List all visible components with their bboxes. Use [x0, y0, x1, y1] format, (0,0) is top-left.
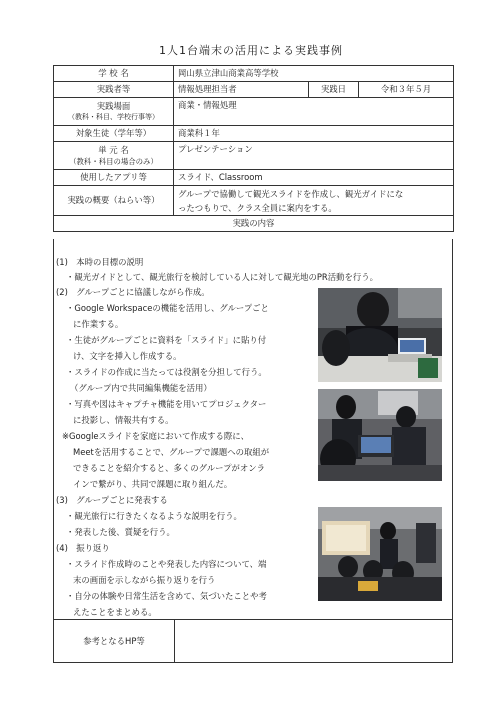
overview-value-line-2: ったつもりで、クラス全員に案内をする。: [178, 202, 337, 213]
practitioner-value: 情報処理担当者: [174, 82, 309, 98]
content-line: け、文字を挿入し作成する。: [73, 351, 182, 361]
content-line: （グループ内で共同編集機能を活用）: [70, 383, 212, 393]
overview-value-cell: [174, 186, 454, 216]
apps-value: スライド、Classroom: [174, 170, 454, 186]
content-line: ・自分の体験や日常生活を含めて、気づいたことや考: [66, 591, 267, 601]
classroom-photo-presentation: [318, 507, 442, 601]
content-line: ・Google Workspaceの機能を活用し、グループごと: [66, 303, 269, 313]
content-line: に作業する。: [73, 319, 124, 329]
content-note-line: ※Googleスライドを家庭において作成する際に、: [62, 431, 250, 441]
reference-row: [53, 619, 453, 663]
content-line: ・観光ガイドとして、観光旅行を検討している人に対して観光地のPR活動を行う。: [66, 272, 378, 282]
content-line: ・スライドの作成に当たっては役割を分担して行う。: [66, 367, 267, 377]
unit-value: プレゼンテーション: [174, 142, 454, 170]
content-line: に投影し、情報共有する。: [73, 415, 174, 425]
classroom-photo-laptop-work: [318, 288, 442, 382]
content-header: 実践の内容: [54, 216, 454, 232]
overview-label: 実践の概要（ねらい等）: [54, 186, 174, 216]
school-label: 学 校 名: [54, 66, 174, 82]
content-line: ・スライド作成時のことや発表した内容について、端: [66, 559, 267, 569]
content-note-line: Meetを活用することで、グループで課題への取組が: [73, 447, 270, 457]
content-heading-1: (1) 本時の目標の説明: [56, 257, 144, 267]
practitioner-label: 実践者等: [54, 82, 174, 98]
content-line: ・観光旅行に行きたくなるような説明を行う。: [66, 511, 242, 521]
school-value: 岡山県立津山商業高等学校: [174, 66, 454, 82]
content-heading-4: (4) 振り返り: [56, 543, 110, 553]
content-line: えたことをまとめる。: [73, 607, 157, 617]
target-value: 商業科１年: [174, 126, 454, 142]
content-line: ・生徒がグループごとに資料を「スライド」に貼り付: [66, 335, 267, 345]
content-line: ・写真や図はキャプチャ機能を用いてプロジェクター: [66, 399, 267, 409]
date-value: 令和３年５月: [359, 82, 454, 98]
unit-label-cell: [54, 142, 174, 170]
scene-sub-label: （教科・科目、学校行事等）: [68, 112, 159, 121]
scene-value: 商業・情報処理: [174, 98, 454, 126]
content-heading-3: (3) グループごとに発表する: [56, 495, 168, 505]
scene-label-cell: [54, 98, 174, 126]
content-note-line: できることを紹介すると、多くのグループがオンラ: [73, 463, 265, 473]
content-line: 末の画面を示しながら振り返りを行う: [73, 575, 216, 585]
unit-label: 単 元 名: [98, 144, 129, 155]
unit-sub-label: （教科・科目の場合のみ）: [69, 156, 158, 166]
content-heading-2: (2) グループごとに協議しながら作成。: [56, 287, 210, 297]
content-note-line: インで繋がり、共同で課題に取り組んだ。: [73, 479, 233, 489]
target-label: 対象生徒（学年等）: [54, 126, 174, 142]
classroom-photo-presentation-image: [318, 507, 442, 601]
content-line: ・発表した後、質疑を行う。: [66, 527, 175, 537]
apps-label: 使用したアプリ等: [54, 170, 174, 186]
classroom-photo-laptop-work-image: [318, 288, 442, 382]
reference-label: 参考となるHP等: [54, 620, 175, 662]
info-table: [53, 65, 454, 232]
page-title: 1人1台端末の活用による実践事例: [159, 44, 343, 57]
overview-value-line-1: グループで協働して観光スライドを作成し、観光ガイドにな: [178, 188, 404, 199]
scene-label: 実践場面: [96, 100, 131, 111]
classroom-photo-group-discussion: [318, 389, 442, 481]
classroom-photo-group-discussion-image: [318, 389, 442, 481]
date-label: 実践日: [309, 82, 359, 98]
